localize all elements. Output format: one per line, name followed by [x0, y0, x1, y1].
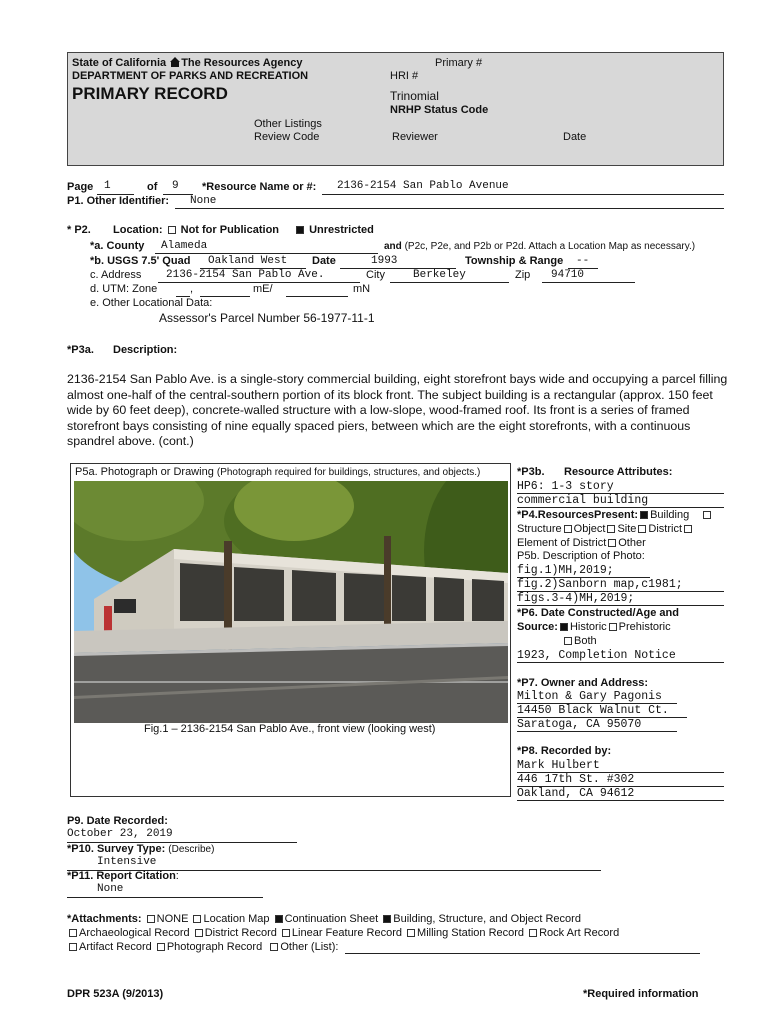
p8-label: *P8. Recorded by: — [517, 745, 612, 757]
attach-archaeological-checkbox[interactable] — [69, 929, 77, 937]
owner-line: 14450 Black Walnut Ct. — [517, 704, 669, 717]
of-label: of — [147, 181, 158, 193]
recorder-line: Oakland, CA 94612 — [517, 787, 635, 800]
address-value: 2136-2154 San Pablo Ave. — [166, 269, 325, 281]
p3b-label: *P3b. — [517, 466, 545, 478]
photo-label: P5a. Photograph or Drawing (Photograph required for buildings, structures, and objects.) — [75, 466, 481, 478]
city-line — [390, 282, 509, 283]
unrestricted-checkbox[interactable] — [296, 226, 304, 234]
shop-sign — [114, 599, 136, 613]
resource-name-label: *Resource Name or #: — [202, 181, 317, 193]
not-for-publication-label: Not for Publication — [180, 224, 280, 236]
photo-description-line: fig.2)Sanborn map,c1981; — [517, 578, 683, 591]
shop-door — [104, 606, 112, 631]
other-listings-label: Other Listings — [254, 118, 322, 130]
date-recorded-value: October 23, 2019 — [67, 828, 173, 840]
p6-label: *P6. Date Constructed/Age and — [517, 607, 679, 619]
quad-label: *b. USGS 7.5' Quad — [90, 255, 191, 267]
location-label: Location: Not for Publication — [113, 224, 280, 236]
assessor-parcel-number: Assessor's Parcel Number 56-1977-11-1 — [159, 311, 375, 325]
attach-district-checkbox[interactable] — [195, 929, 203, 937]
unrestricted-option — [294, 224, 374, 236]
other-identifier-value: None — [190, 195, 217, 207]
attach-photograph-checkbox[interactable] — [157, 943, 165, 951]
p3a-label: *P3a. — [67, 344, 94, 356]
agency-label: The Resources Agency — [181, 57, 303, 69]
building-photo — [74, 481, 508, 723]
form-title: PRIMARY RECORD — [72, 84, 228, 103]
quad-date-label: Date — [312, 255, 336, 267]
recorder-line: 446 17th St. #302 — [517, 773, 635, 786]
date-label: Date — [563, 131, 587, 143]
attach-location-map-checkbox[interactable] — [193, 915, 201, 923]
zip-value: 94710 — [551, 269, 585, 281]
township-label: Township & Range — [465, 255, 564, 267]
other-locational-label: e. Other Locational Data: — [90, 297, 213, 309]
prehistoric-checkbox[interactable] — [609, 623, 617, 631]
attachments: *Attachments: NONE Location Map Continuation Sheet Building, Structure, and Object Record Archaeological Record District Record Linear Feature Record Milling Station Record Rock Art Record Artifact Record Photograph Record Other (List): — [67, 913, 620, 953]
owner-line: Saratoga, CA 95070 — [517, 718, 642, 731]
attach-none-checkbox[interactable] — [147, 915, 155, 923]
trinomial-label: Trinomial — [390, 89, 439, 103]
p7-label: *P7. Owner and Address: — [517, 677, 649, 689]
attach-milling-checkbox[interactable] — [407, 929, 415, 937]
nrhp-label: NRHP Status Code — [390, 104, 489, 116]
resource-attributes-label: Resource Attributes: — [564, 466, 673, 478]
photo-description-line: fig.1)MH,2019; — [517, 564, 614, 577]
attach-rock-art-checkbox[interactable] — [529, 929, 537, 937]
p6-source: Source: Historic Prehistoric — [517, 621, 671, 633]
recorder-line: Mark Hulbert — [517, 759, 600, 772]
p10-label: *P10. Survey Type: (Describe) — [67, 843, 215, 855]
resource-name-value: 2136-2154 San Pablo Avenue — [337, 180, 509, 192]
county-note: and (P2c, P2e, and P2b or P2d. Attach a Location Map as necessary.) — [384, 241, 696, 252]
attach-other-checkbox[interactable] — [270, 943, 278, 951]
object-checkbox[interactable] — [564, 525, 572, 533]
description-text: 2136-2154 San Pablo Ave. is a single-story commercial building, eight storefront bays wide and occupying a parcel filling almost one-half of the central-southern portion of its block front. The subject building is a rectangular (approx. 150 feet wide by 60 feet deep), concrete-walled structure with a low-slope, wood-framed roof. Its front is a series of framed storefront bays consisting of nine equally spaced piers, between which are the eight storefronts, with a continuous spandrel above. (cont.) — [67, 372, 728, 449]
utm-me-label: mE/ — [253, 283, 273, 295]
attach-artifact-checkbox[interactable] — [69, 943, 77, 951]
attach-continuation-checkbox[interactable] — [275, 915, 283, 923]
primary-number-label: Primary # — [435, 57, 483, 69]
house-seal-icon — [169, 57, 181, 67]
description-label: Description: — [113, 344, 178, 356]
address-label: c. Address — [90, 269, 142, 281]
other-identifier-line — [175, 208, 724, 209]
page-number: 1 — [104, 180, 111, 192]
photo-caption: Fig.1 – 2136-2154 San Pablo Ave., front view (looking west) — [144, 723, 436, 735]
not-for-publication-checkbox[interactable] — [168, 226, 176, 234]
agency-line — [72, 57, 302, 69]
historic-checkbox[interactable] — [560, 623, 568, 631]
review-code-label: Review Code — [254, 131, 320, 143]
page-total: 9 — [172, 180, 179, 192]
quad-value: Oakland West — [208, 255, 288, 267]
other-identifier-label: P1. Other Identifier: — [67, 195, 170, 207]
other-list-line — [345, 953, 700, 954]
attach-linear-checkbox[interactable] — [282, 929, 290, 937]
other-checkbox[interactable] — [608, 539, 616, 547]
p2-label: * P2. — [67, 224, 91, 236]
resource-attribute-line: commercial building — [517, 494, 649, 507]
p6-both: Both — [562, 635, 597, 647]
zip-line — [542, 282, 635, 283]
resource-name-line — [322, 194, 724, 195]
zip-label: Zip — [515, 269, 531, 281]
p11-label: *P11. Report Citation: — [67, 870, 179, 882]
hri-label: HRI # — [390, 70, 419, 82]
attach-building-record-checkbox[interactable] — [383, 915, 391, 923]
photo-description-line: figs.3-4)MH,2019; — [517, 592, 635, 605]
required-info-note: *Required information — [583, 988, 699, 1000]
township-value: -- — [576, 255, 590, 267]
department-label: DEPARTMENT OF PARKS AND RECREATION — [72, 70, 309, 82]
district-checkbox[interactable] — [638, 525, 646, 533]
utm-mn-line — [286, 296, 348, 297]
reviewer-label: Reviewer — [392, 131, 438, 143]
utm-comma: , — [190, 283, 194, 295]
city-value: Berkeley — [413, 269, 466, 281]
form-id: DPR 523A (9/2013) — [67, 988, 164, 1000]
owner-line: Milton & Gary Pagonis — [517, 690, 662, 703]
building-checkbox[interactable] — [640, 511, 648, 519]
county-value: Alameda — [161, 240, 208, 252]
utm-mn-label: mN — [353, 283, 371, 295]
quad-date-value: 1993 — [371, 255, 398, 267]
utm-zone-label: d. UTM: Zone — [90, 283, 158, 295]
county-line — [155, 253, 378, 254]
unrestricted-label: Unrestricted — [309, 224, 374, 236]
both-checkbox[interactable] — [564, 637, 572, 645]
date-constructed-value: 1923, Completion Notice — [517, 649, 676, 662]
p9-label: P9. Date Recorded: — [67, 815, 168, 827]
state-label: State of California — [72, 57, 167, 69]
p5b-label: P5b. Description of Photo: — [517, 550, 645, 562]
page-label: Page — [67, 181, 94, 193]
county-label: *a. County — [90, 240, 145, 252]
city-label: City — [366, 269, 385, 281]
report-citation-value: None — [97, 883, 124, 895]
survey-type-value: Intensive — [97, 856, 157, 868]
resource-attribute-line: HP6: 1-3 story — [517, 480, 614, 493]
site-checkbox[interactable] — [607, 525, 615, 533]
resources-present: *P4.ResourcesPresent: Building Structure Object Site District Element of District Other — [517, 508, 727, 550]
